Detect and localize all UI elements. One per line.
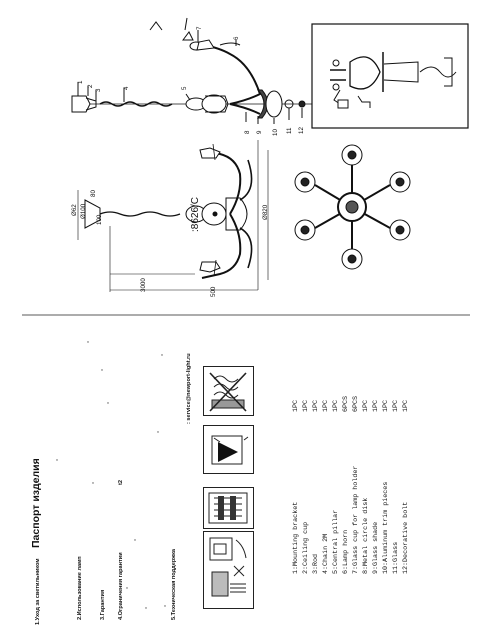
dim-d2: Ø62 [71, 204, 78, 216]
callout-11: 11 [286, 127, 293, 134]
callout-4: 4 [123, 86, 130, 90]
callout-1: 1 [77, 80, 84, 84]
section-lamps: 2.Использование ламп [77, 556, 83, 620]
part-11: 11:Glass [392, 541, 400, 574]
callout-7: 7 [196, 26, 203, 30]
section-care: 1.Уход за светильником [35, 558, 41, 625]
section-support: 5.Техническая поддержка [171, 548, 177, 620]
part-2: 2:Ceiling cup [302, 521, 310, 574]
part-9: 9:Glass shade [372, 521, 380, 574]
callout-12: 12 [298, 127, 305, 134]
dim-width: Ø820 [262, 204, 269, 220]
model-number: :8626/C [190, 196, 201, 232]
qty-9: 1PC [372, 399, 380, 412]
no-water-icon [203, 425, 254, 474]
part-3: 3:Rod [312, 553, 320, 574]
qty-12: 1PC [402, 399, 410, 412]
part-1: 1:Mounting bracket [292, 501, 300, 574]
qty-8: 1PC [362, 399, 370, 412]
callout-3: 3 [95, 88, 102, 92]
callout-6: 6 [233, 36, 240, 40]
passport-title: Паспорт изделия [30, 458, 42, 548]
assembly-icon [203, 487, 254, 529]
qty-5: 1PC [332, 399, 340, 412]
qty-2: 1PC [302, 399, 310, 412]
service-email: : service@newport-light.ru [186, 353, 192, 424]
dim-h2: 100 [96, 214, 103, 225]
qty-4: 1PC [322, 399, 330, 412]
qty-10: 1PC [382, 399, 390, 412]
part-12: 12:Decorative bolt [402, 501, 410, 574]
no-fire-icon [203, 366, 254, 416]
dim-h1: 80 [90, 190, 97, 197]
qty-3: 1PC [312, 399, 320, 412]
qty-6: 6PCS [342, 395, 350, 412]
part-5: 5:Central pillar [332, 509, 340, 574]
install-steps-icon [203, 531, 254, 609]
stray-mark: t2 [118, 480, 124, 485]
callout-2: 2 [87, 84, 94, 88]
section-warranty-limits: 4.Ограничения гарантии [118, 552, 124, 620]
qty-1: 1PC [292, 399, 300, 412]
callout-5: 5 [181, 86, 188, 90]
part-6: 6:Lamp horn [342, 529, 350, 574]
dim-len2: 500 [210, 286, 217, 297]
callout-8: 8 [244, 130, 251, 134]
section-warranty: 3.Гарантия [100, 589, 106, 620]
part-4: 4:Chain 2M [322, 533, 330, 574]
callout-9: 9 [256, 130, 263, 134]
part-10: 10:Aluminum trim pieces [382, 481, 390, 574]
part-8: 8:Metal circle disk [362, 497, 370, 574]
qty-11: 1PC [392, 399, 400, 412]
qty-7: 6PCS [352, 395, 360, 412]
part-7: 7:Glass cup for lamp holder [352, 465, 360, 574]
dim-len1: 3000 [140, 278, 147, 292]
callout-10: 10 [272, 129, 279, 136]
dim-d1: Ø100 [80, 203, 87, 219]
